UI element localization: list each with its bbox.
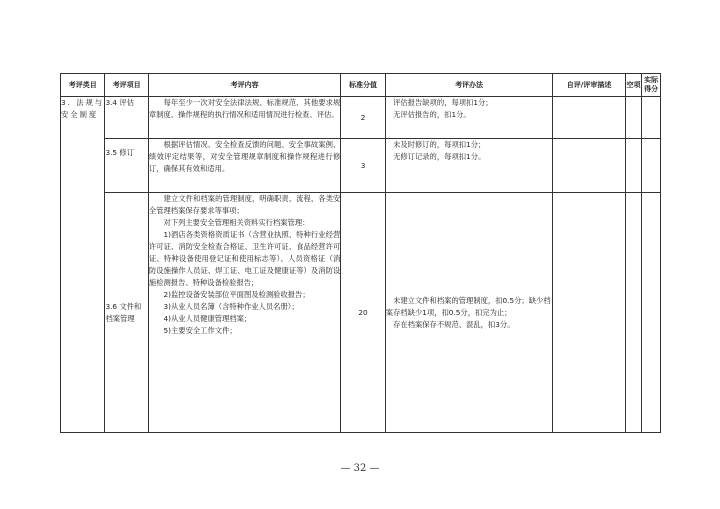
method-cell bbox=[385, 193, 553, 433]
evaluation-table bbox=[60, 73, 661, 433]
item-cell: 3.5 修订 bbox=[105, 139, 148, 193]
content-cell bbox=[148, 97, 340, 139]
content-cell bbox=[148, 193, 340, 433]
actual-score-cell bbox=[642, 193, 661, 433]
content-paragraph: 5)主要安全工作文件； bbox=[163, 326, 237, 335]
table-row bbox=[61, 193, 661, 433]
header-self-review: 自评/评审描述 bbox=[553, 74, 625, 97]
score-cell: 2 bbox=[341, 97, 385, 139]
category-cell: 3. 法规与安全制度 bbox=[61, 97, 105, 433]
method-line: 未及时修订的，每项扣1分； bbox=[393, 140, 486, 149]
content-cell bbox=[148, 139, 340, 193]
score-cell: 20 bbox=[341, 193, 385, 433]
header-actual-score: 实际得分 bbox=[642, 74, 661, 97]
item-cell: 3.4 评估 bbox=[105, 97, 148, 139]
content-paragraph: 4)从业人员健康管理档案； bbox=[163, 314, 252, 323]
content-paragraph: 每年至少一次对安全法律法规、标准规范、其他要求规章制度、操作规程的执行情况和适用情况进行检查、评估。 bbox=[148, 98, 341, 119]
content-paragraph: 对下列主要安全管理相关资料实行档案管理： bbox=[163, 218, 310, 227]
empty-item-cell bbox=[625, 97, 642, 139]
self-review-cell bbox=[553, 139, 625, 193]
method-line: 未建立文件和档案的管理制度，扣0.5分；缺少档案存档缺少1项，扣0.5分，扣完为止； bbox=[385, 295, 551, 317]
table-header-row bbox=[61, 74, 661, 97]
content-paragraph: 根据评估情况、安全检查反馈的问题、安全事故案例、绩效评定结果等，对安全管理规章制度和操作规程进行修订，确保其有效和适用。 bbox=[148, 140, 341, 173]
empty-item-cell bbox=[625, 139, 642, 193]
method-line: 评估报告缺项的，每项扣1分； bbox=[393, 98, 493, 107]
actual-score-cell bbox=[642, 97, 661, 139]
method-line: 无评估报告的，扣1分。 bbox=[393, 110, 471, 119]
content-paragraph: 2)监控设备安装部位平面图及检测验收报告； bbox=[163, 290, 310, 299]
item-cell: 3.6 文件和档案管理 bbox=[105, 193, 148, 433]
header-score: 标准分值 bbox=[341, 74, 385, 97]
content-paragraph: 建立文件和档案的管理制度，明确职责、流程、各类安全管理档案保存要求等事项； bbox=[148, 194, 341, 215]
header-method: 考评办法 bbox=[385, 74, 553, 97]
header-empty-item: 空项 bbox=[625, 74, 642, 97]
header-content: 考评内容 bbox=[148, 74, 340, 97]
method-cell bbox=[385, 97, 553, 139]
method-cell bbox=[385, 139, 553, 193]
self-review-cell bbox=[553, 193, 625, 433]
actual-score-cell bbox=[642, 139, 661, 193]
method-line: 无修订记录的，每项扣1分。 bbox=[393, 152, 486, 161]
score-cell: 3 bbox=[341, 139, 385, 193]
header-item: 考评项目 bbox=[105, 74, 148, 97]
header-category: 考评类目 bbox=[61, 74, 105, 97]
self-review-cell bbox=[553, 97, 625, 139]
empty-item-cell bbox=[625, 193, 642, 433]
content-paragraph: 1)酒店各类资格资质证书（含营业执照、特种行业经营许可证、消防安全检查合格证、卫生许可证、食品经营许可证、特种设备使用登记证和使用标志等）、人员资格证（消防设施操作人员证、焊工证、电工证及健康证等）及消防设施检测报告、特种设备检验报告； bbox=[148, 230, 341, 287]
method-line: 存在档案保存不规范、混乱，扣3分。 bbox=[393, 319, 515, 329]
content-paragraph: 3)从业人员名簿（含特种作业人员名册）； bbox=[163, 302, 299, 311]
table-row bbox=[61, 97, 661, 139]
table-row bbox=[61, 139, 661, 193]
page-number: — 32 — bbox=[340, 463, 380, 474]
